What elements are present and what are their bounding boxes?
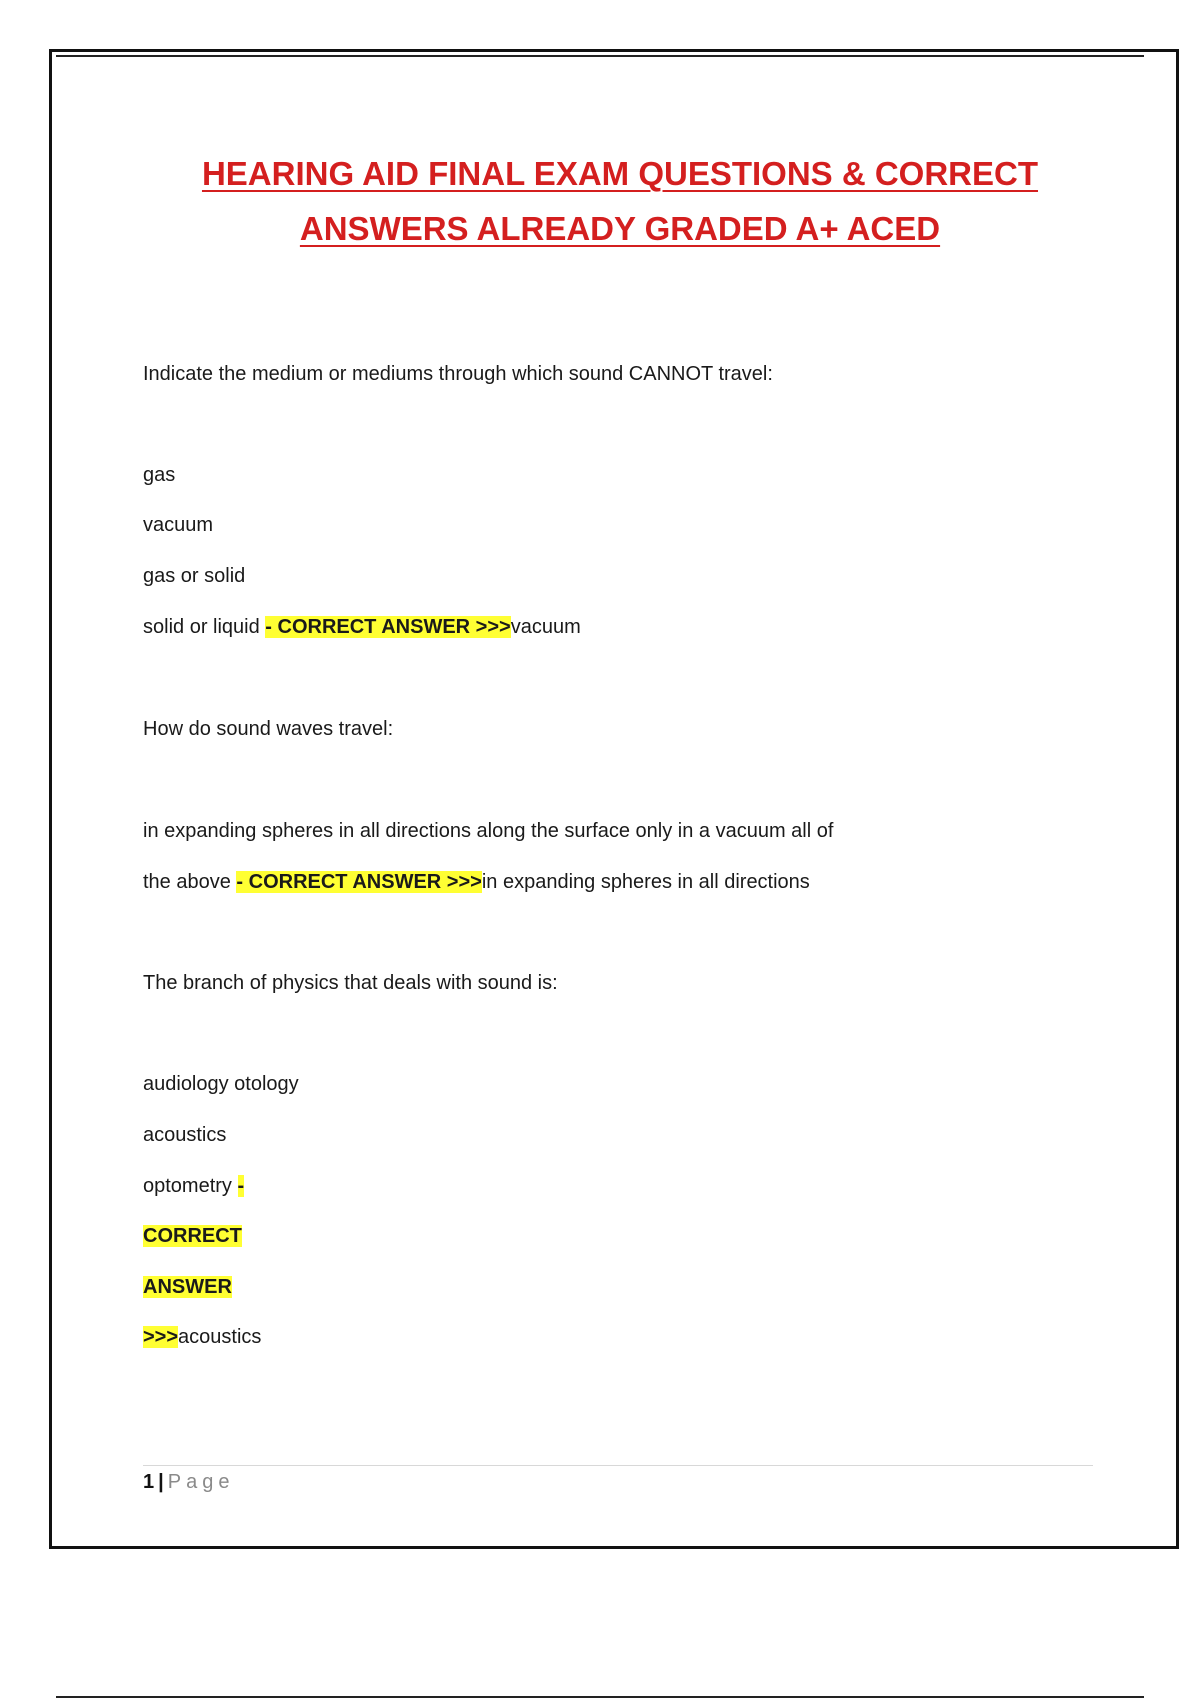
q2-question: How do sound waves travel: <box>143 718 394 740</box>
q3-option-audiology-otology: audiology otology <box>143 1073 299 1095</box>
q1-question: Indicate the medium or mediums through which sound CANNOT travel: <box>143 363 773 385</box>
q3-option-optometry: optometry <box>143 1175 232 1197</box>
bottom-rule <box>56 1696 1144 1698</box>
q1-option-solid-or-liquid: solid or liquid <box>143 616 260 638</box>
document-title <box>140 146 1100 256</box>
q2-answer-line <box>143 867 810 897</box>
q2-correct-answer: in expanding spheres in all directions <box>481 871 810 893</box>
q3-marker-correct: CORRECT <box>143 1225 242 1247</box>
footer-rule <box>143 1465 1093 1466</box>
top-rule <box>56 55 1144 57</box>
q3-option-acoustics: acoustics <box>143 1124 227 1146</box>
q3-option-optometry-line <box>143 1171 244 1201</box>
q1-correct-answer: vacuum <box>510 616 581 638</box>
q3-question: The branch of physics that deals with sound is: <box>143 972 558 994</box>
page-footer <box>143 1467 234 1497</box>
page-label: Page <box>167 1471 235 1493</box>
page-number: 1 <box>143 1471 155 1493</box>
q1-correct-answer-marker: - CORRECT ANSWER >>> <box>265 616 511 638</box>
q3-marker-dash: - <box>237 1175 245 1197</box>
q2-options-line-1: in expanding spheres in all directions along the surface only in a vacuum all of <box>143 820 834 842</box>
title-line-1: HEARING AID FINAL EXAM QUESTIONS & CORRECT <box>201 155 1039 192</box>
q3-marker-answer: ANSWER <box>143 1276 232 1298</box>
q3-answer-line <box>143 1322 261 1352</box>
q2-correct-answer-marker: - CORRECT ANSWER >>> <box>236 871 482 893</box>
q1-answer-line <box>143 612 581 642</box>
q2-options-line-2: the above <box>143 871 231 893</box>
title-line-2: ANSWERS ALREADY GRADED A+ ACED <box>299 210 941 247</box>
q3-correct-answer: acoustics <box>178 1326 262 1348</box>
q3-marker-answer-line <box>143 1272 232 1302</box>
q1-option-gas-or-solid: gas or solid <box>143 565 246 587</box>
q1-option-vacuum: vacuum <box>143 514 214 536</box>
q3-marker-correct-line <box>143 1221 242 1251</box>
q1-option-gas: gas <box>143 464 176 486</box>
q3-marker-arrows: >>> <box>143 1326 179 1348</box>
page-separator: | <box>158 1471 164 1493</box>
